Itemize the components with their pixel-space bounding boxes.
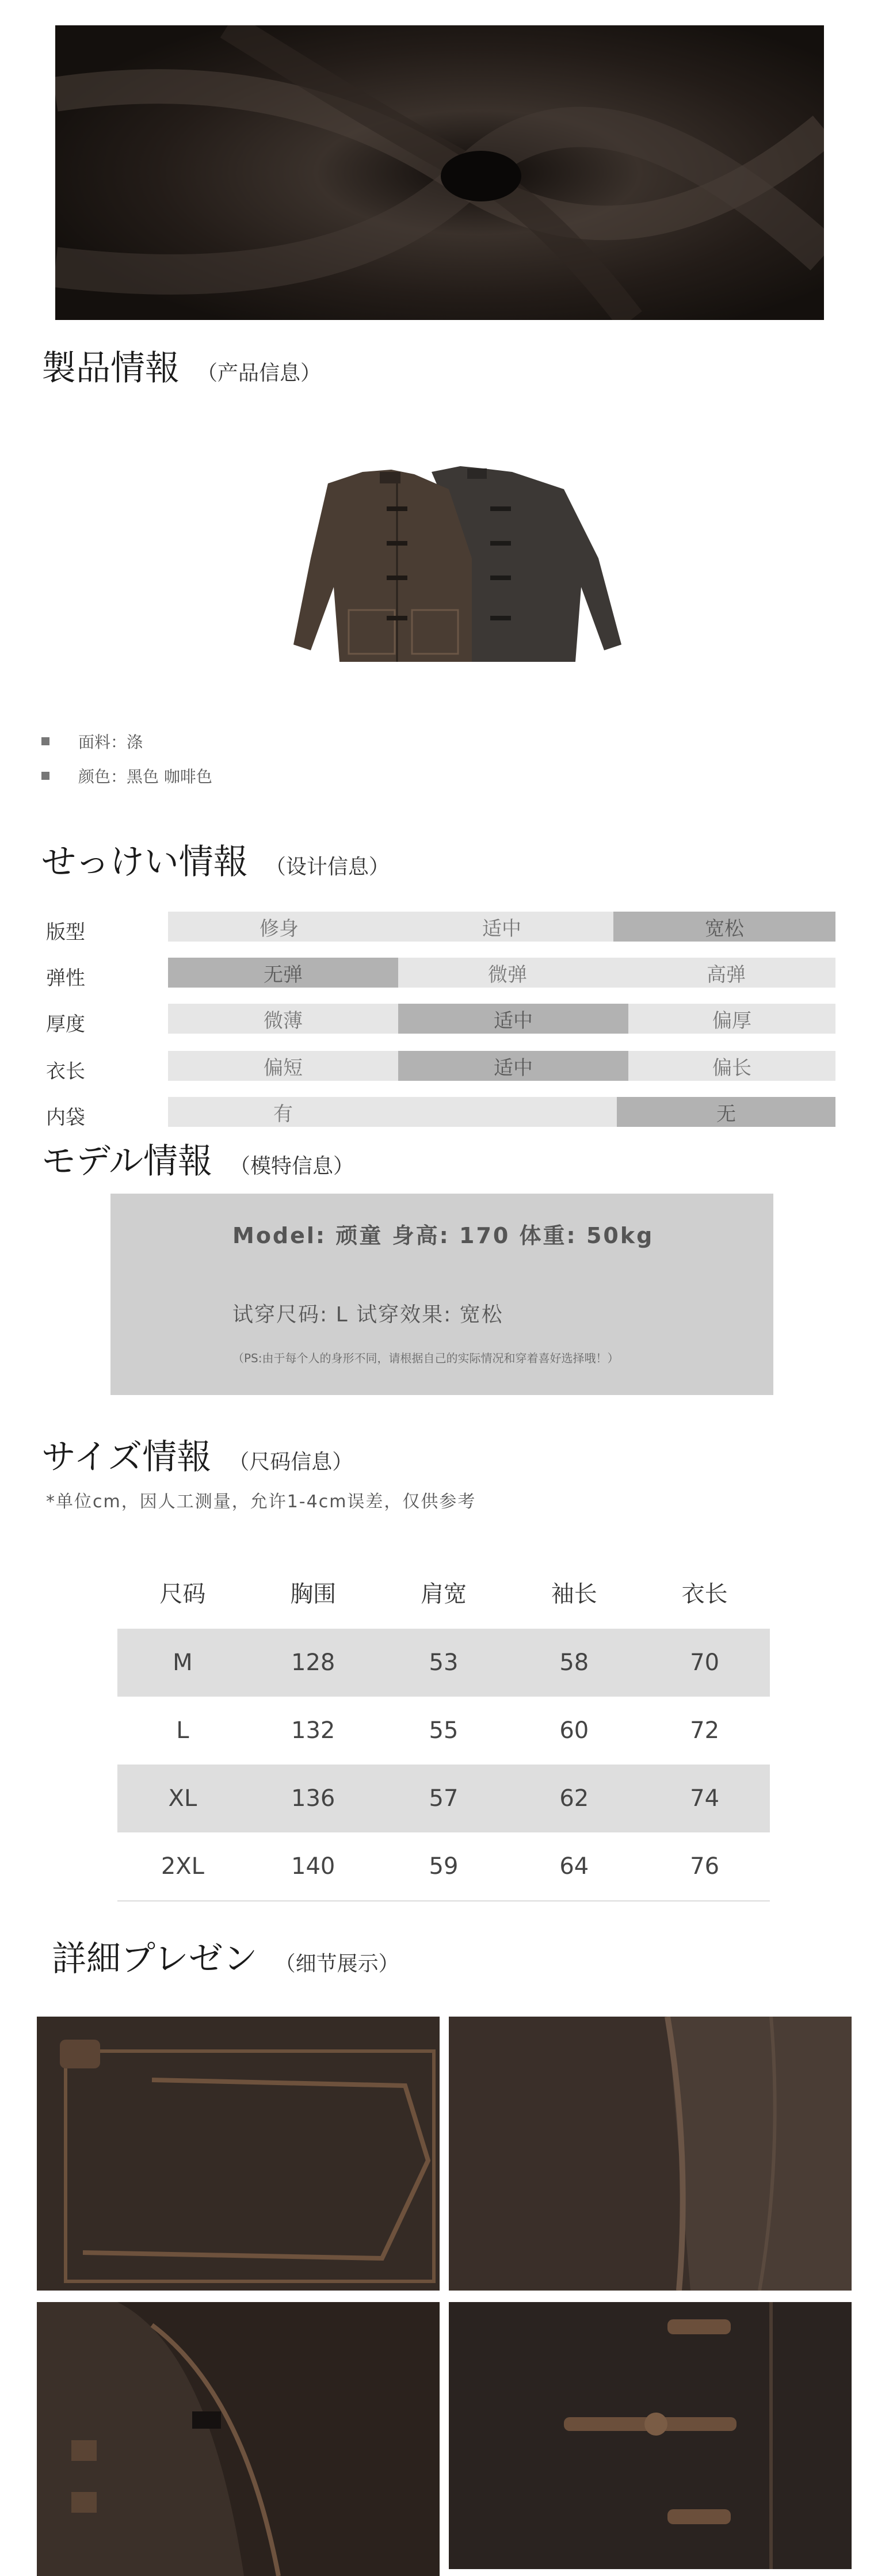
table-header: 尺码 [159, 1580, 206, 1607]
table-cell: 128 [291, 1649, 335, 1676]
detail-photo-frog-button [449, 2302, 852, 2569]
table-cell: 58 [559, 1649, 589, 1676]
option-short: 偏短 [264, 1056, 303, 1080]
table-cell: 62 [559, 1785, 589, 1812]
size-table [117, 1555, 770, 1901]
table-cell: 140 [291, 1853, 335, 1880]
product-info-title: 製品情報 （产品信息） [41, 348, 322, 388]
table-header: 袖长 [551, 1580, 597, 1607]
table-cell: L [176, 1717, 189, 1744]
detail-photo-sleeve [449, 2017, 852, 2291]
detail-photo-collar [37, 2302, 440, 2576]
table-cell: 74 [690, 1785, 720, 1812]
design-label: 版型 [46, 921, 85, 944]
details-title: 詳細プレゼン （细节展示） [52, 1939, 399, 1979]
model-fit: 试穿尺码: L 试穿效果: 宽松 [232, 1303, 503, 1327]
table-cell: 76 [690, 1853, 720, 1880]
table-cell: 64 [559, 1853, 589, 1880]
design-label: 厚度 [46, 1013, 85, 1036]
spec-item-fabric: 面料：涤 [41, 724, 212, 759]
table-cell: 57 [429, 1785, 459, 1812]
design-row-thickness [46, 1004, 835, 1034]
table-row [117, 1765, 770, 1832]
design-label: 内袋 [46, 1106, 85, 1129]
table-cell: 55 [429, 1717, 459, 1744]
design-label: 弹性 [46, 967, 85, 990]
table-cell: 132 [291, 1717, 335, 1744]
jacket-product-image [242, 455, 656, 685]
table-cell: 53 [429, 1649, 459, 1676]
option-medium: 适中 [398, 1004, 628, 1034]
table-cell: XL [168, 1785, 197, 1812]
table-cell: 59 [429, 1853, 459, 1880]
table-row [117, 1629, 770, 1697]
table-row [117, 1832, 770, 1901]
table-header: 胸围 [290, 1580, 337, 1607]
table-header-row [117, 1555, 770, 1629]
table-cell: 136 [291, 1785, 335, 1812]
design-row-inner-pocket [46, 1097, 835, 1127]
option-slight-stretch: 微弹 [488, 963, 527, 986]
design-label: 衣长 [46, 1060, 85, 1083]
option-long: 偏长 [712, 1056, 751, 1080]
design-row-length [46, 1051, 835, 1081]
size-info-title: サイズ情報 （尺码信息） [41, 1437, 353, 1477]
option-slim: 修身 [260, 917, 299, 940]
model-info-box [110, 1194, 773, 1395]
table-cell: M [173, 1649, 193, 1676]
option-thick: 偏厚 [712, 1009, 751, 1032]
table-row [117, 1697, 770, 1765]
design-row-fit [46, 912, 835, 942]
leather-texture-banner [55, 25, 824, 320]
option-regular-length: 适中 [398, 1051, 628, 1081]
detail-photo-pocket [37, 2017, 440, 2291]
option-no: 无 [617, 1097, 835, 1127]
bullet-square-icon [41, 772, 49, 780]
table-header: 肩宽 [420, 1580, 467, 1607]
table-header: 衣长 [681, 1580, 728, 1607]
size-note: *单位cm，因人工测量，允许1-4cm误差，仅供参考 [46, 1492, 476, 1512]
option-thin: 微薄 [264, 1009, 303, 1032]
design-info-title: せっけい情報 （设计信息） [41, 842, 390, 882]
option-high-stretch: 高弹 [707, 963, 746, 986]
spec-item-color: 颜色：黑色 咖啡色 [41, 759, 212, 793]
table-cell: 70 [690, 1649, 720, 1676]
spec-list [41, 724, 212, 793]
model-note: （PS:由于每个人的身形不同，请根据自己的实际情况和穿着喜好选择哦！） [232, 1351, 619, 1365]
bullet-square-icon [41, 737, 49, 745]
table-cell: 72 [690, 1717, 720, 1744]
option-regular: 适中 [482, 917, 521, 940]
option-loose: 宽松 [613, 912, 835, 942]
option-yes: 有 [273, 1102, 293, 1126]
design-row-elasticity [46, 958, 835, 988]
table-cell: 60 [559, 1717, 589, 1744]
model-stats: Model: 顽童 身高: 170 体重: 50kg [232, 1223, 654, 1248]
model-info-title: モデル情報 （模特信息） [41, 1141, 354, 1182]
table-cell: 2XL [161, 1853, 204, 1880]
option-no-stretch: 无弹 [168, 958, 398, 988]
